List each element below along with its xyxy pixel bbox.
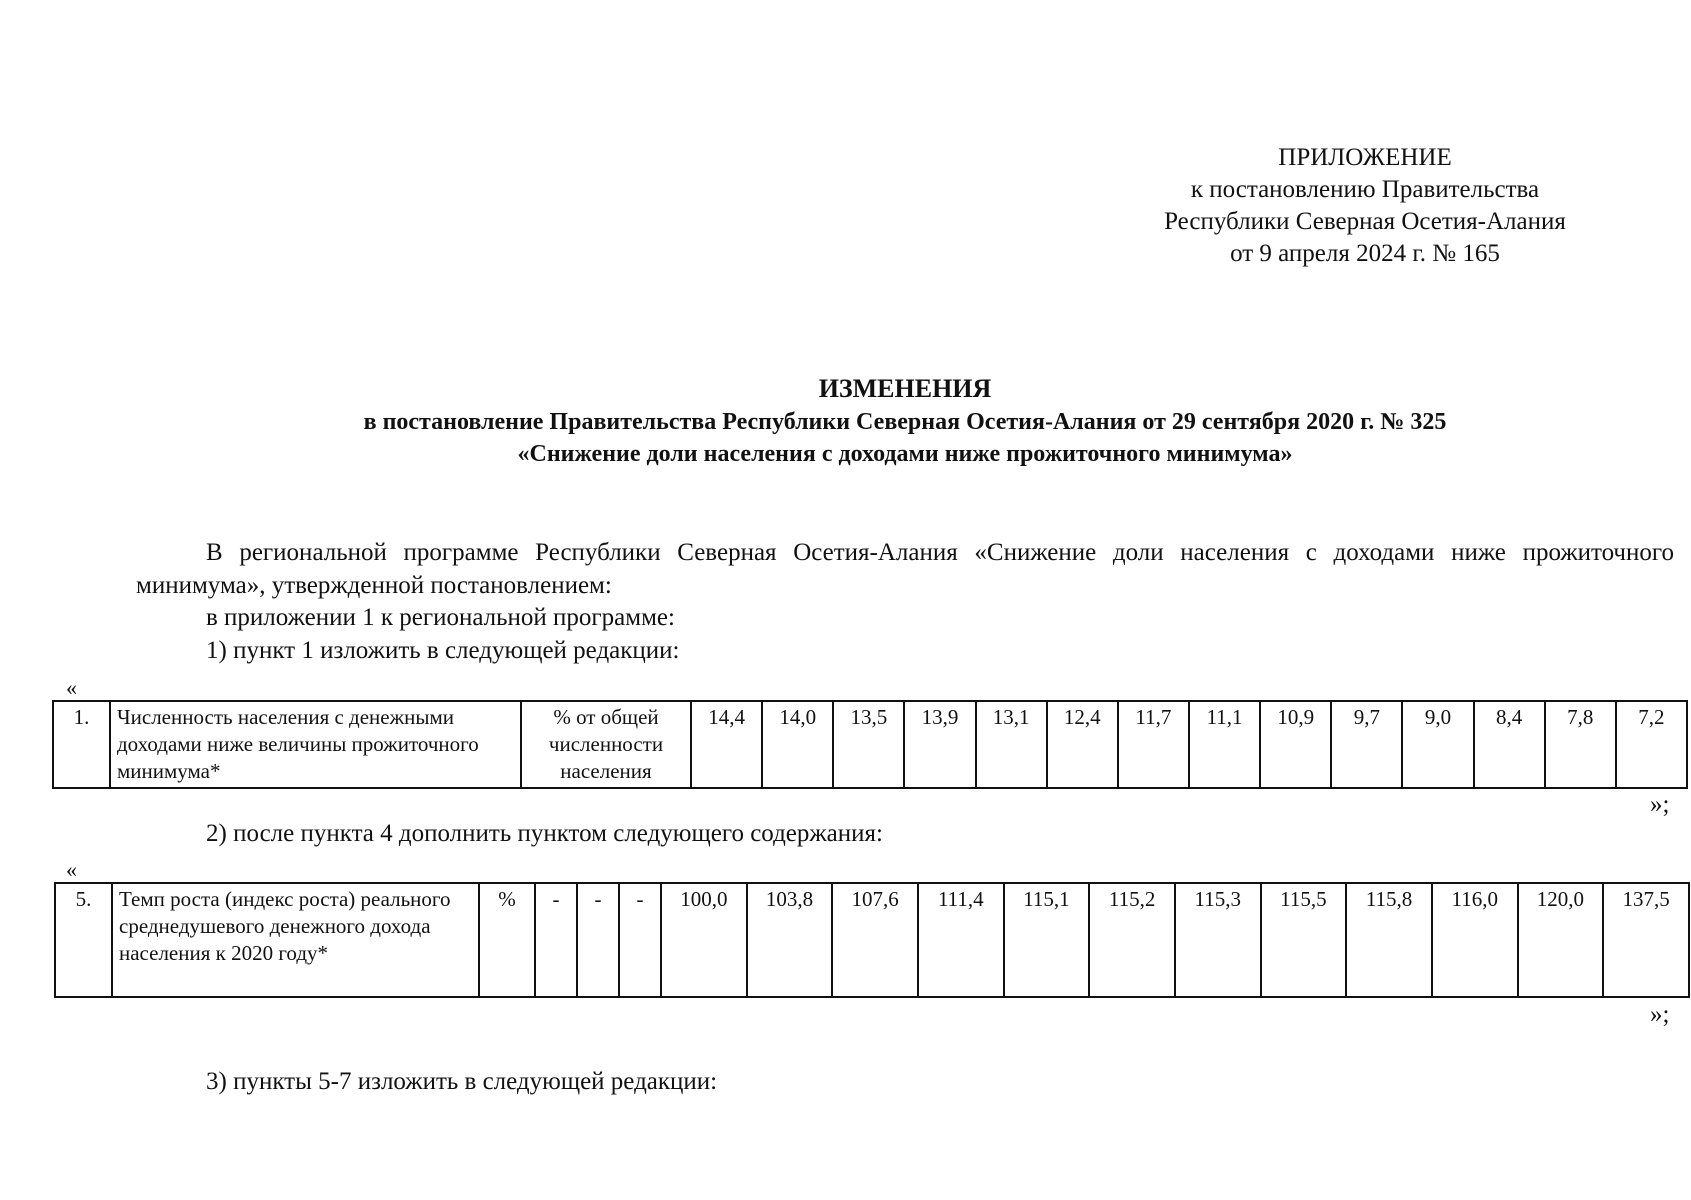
value-cell: 115,1 xyxy=(1004,883,1090,997)
intro-line-1: В региональной программе Республики Северная Осетия-Алания «Снижение доли населения с доходами ниже xyxy=(206,539,1506,566)
value-cell: 100,0 xyxy=(661,883,747,997)
appendix-title: ПРИЛОЖЕНИЕ xyxy=(1278,144,1452,171)
value-cell: 13,5 xyxy=(833,701,904,788)
row-number: 1. xyxy=(53,701,110,788)
item-3-text: 3) пункты 5-7 изложить в следующей редакции: xyxy=(206,1068,718,1095)
quote-open-2: « xyxy=(66,857,77,882)
value-cell: 7,2 xyxy=(1616,701,1687,788)
value-cell: 10,9 xyxy=(1260,701,1331,788)
unit-cell: % xyxy=(479,883,535,997)
value-cell: 9,7 xyxy=(1331,701,1402,788)
quote-close-1: »; xyxy=(1650,791,1670,818)
document-heading xyxy=(60,372,1691,470)
appendix-header xyxy=(1105,142,1625,270)
value-cell: 116,0 xyxy=(1432,883,1518,997)
item-1-text: 1) пункт 1 изложить в следующей редакции: xyxy=(206,637,680,664)
value-cell: 115,5 xyxy=(1261,883,1347,997)
value-cell: 115,3 xyxy=(1175,883,1261,997)
value-cell: - xyxy=(619,883,661,997)
heading-title: ИЗМЕНЕНИЯ xyxy=(818,374,992,403)
value-cell: 137,5 xyxy=(1603,883,1689,997)
value-cell: 115,2 xyxy=(1089,883,1175,997)
value-cell: 9,0 xyxy=(1402,701,1473,788)
item-2-text: 2) после пункта 4 дополнить пунктом следующего содержания: xyxy=(206,820,883,847)
table-item-5 xyxy=(54,882,1690,998)
value-cell: 14,4 xyxy=(691,701,762,788)
value-cell: 13,1 xyxy=(976,701,1047,788)
value-cell: 11,7 xyxy=(1118,701,1189,788)
quote-close-2: »; xyxy=(1650,1001,1670,1028)
value-cell: 12,4 xyxy=(1047,701,1118,788)
indicator-name: Темп роста (индекс роста) реального среднедушевого денежного дохода населения к 2020 году* xyxy=(112,883,479,997)
intro-line-2: прожиточного минимума», утвержденной постановлением: xyxy=(136,539,1675,599)
appendix-line-1: к постановлению Правительства xyxy=(1190,176,1540,203)
value-cell: 13,9 xyxy=(904,701,975,788)
value-cell: 11,1 xyxy=(1189,701,1260,788)
appendix-line-2: Республики Северная Осетия-Алания xyxy=(1164,208,1566,235)
row-number: 5. xyxy=(55,883,112,997)
value-cell: - xyxy=(577,883,619,997)
table-row xyxy=(55,883,1689,997)
indicator-name: Численность населения с денежными доходами ниже величины прожиточного минимума* xyxy=(110,701,521,788)
value-cell: 120,0 xyxy=(1518,883,1604,997)
unit-cell: % от общей численности населения xyxy=(521,701,691,788)
intro-line-3: в приложении 1 к региональной программе: xyxy=(206,604,675,631)
value-cell: 8,4 xyxy=(1474,701,1545,788)
value-cell: 103,8 xyxy=(747,883,833,997)
heading-line-1: в постановление Правительства Республики Северная Осетия-Алания от 29 сентября 2020 г. № 325 xyxy=(363,409,1447,435)
value-cell: 14,0 xyxy=(762,701,833,788)
table-item-1 xyxy=(52,700,1688,789)
value-cell: - xyxy=(535,883,577,997)
value-cell: 115,8 xyxy=(1346,883,1432,997)
appendix-line-3: от 9 апреля 2024 г. № 165 xyxy=(1230,240,1500,267)
heading-line-2: «Снижение доли населения с доходами ниже прожиточного минимума» xyxy=(517,441,1293,467)
quote-open-1: « xyxy=(66,675,77,700)
value-cell: 7,8 xyxy=(1545,701,1616,788)
value-cell: 111,4 xyxy=(918,883,1004,997)
value-cell: 107,6 xyxy=(832,883,918,997)
table-row xyxy=(53,701,1687,788)
intro-paragraph xyxy=(136,536,1674,602)
